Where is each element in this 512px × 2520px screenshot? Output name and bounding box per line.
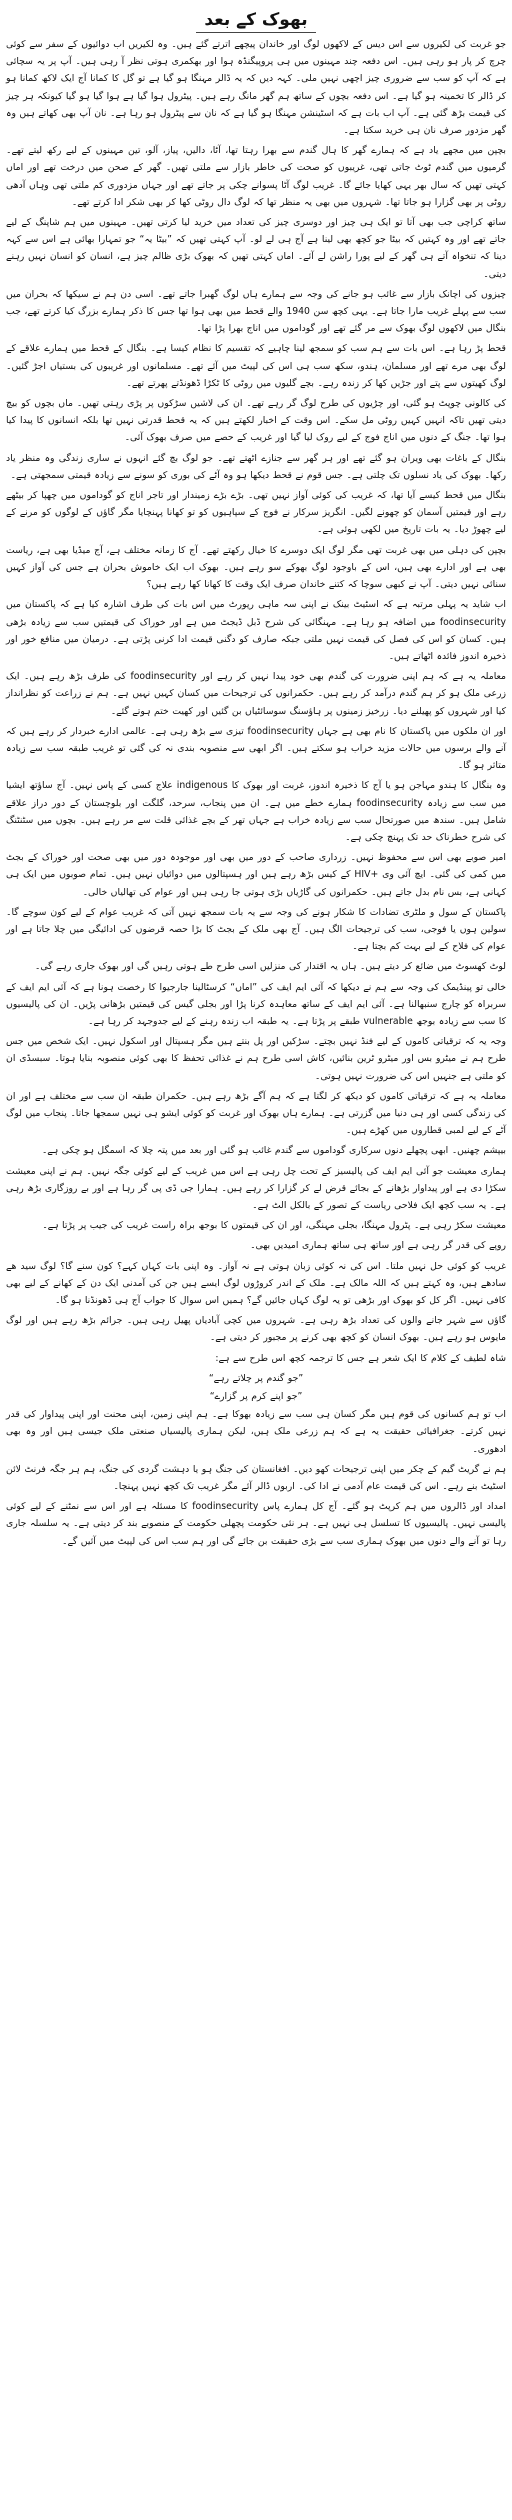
paragraph: جو غربت کی لکیروں سے اس دیس کے لاکھوں لوگ اور خاندان پیچھے اترتے گئے ہیں۔ وہ لکیریں اب دوائیوں کے سفر سے کوئی چرچ کر پار ہو رہی ہیں۔ اس دفعہ چند مہینوں میں ہی پروپیگنڈہ ہوا اور بھکمری ہوتی نظر آ رہی ہیں۔ آپ پر یہ سچائی ہے کہ آپ کو سب سے ضروری چیز اچھی نہیں ملی۔ کہہ دیں کہ یہ ڈالر مہنگا ہو گیا ہے تو گل کا کمانا آج ایک لاکھ کمانا ہو کر ڈالر کا تخمینہ ہو گیا ہے۔ اس دفعہ بچوں کے ساتھ ہم گھر مانگ رہے ہیں۔ پیٹرول ہوا گیا ہے ہوا گیا ہو گیا کیونکہ ہر چیز کی قیمت بڑھ گئی ہے۔ آپ اب بات ہے کہ اسٹینشن مہنگا ہو گیا ہے کہ نان سے پیٹرول ہو رہا ہے۔ نان آپ بھی کھاتے ہیں وہ گھر مزدور صرف نان ہی خرید سکتا ہے۔ [6,39,506,137]
paragraph: خالی تو پینڈیمک کی وجہ سے ہم نے دیکھا کہ آئی ایم ایف کی ”اماں“ کرسٹالینا جارجیوا کا رخصت ہونا ہے کہ آئی ایم ایف کے سربراہ کو چارج سنبھالنا ہے۔ آئی ایم ایف کے ساتھ معاہدہ کرنا پڑا اور بجلی گیس کی قیمتیں بڑھانی پڑیں۔ ان کی پالیسیوں کا سب سے زیادہ بوجھ vulnerable طبقے پر پڑتا ہے۔ یہ طبقہ اب زندہ رہنے کے لیے جدوجہد کر رہا ہے۔ [6,981,506,1027]
paragraph: گاؤں سے شہر جانے والوں کی تعداد بڑھ رہی ہے۔ شہروں میں کچی آبادیاں پھیل رہی ہیں۔ جرائم بڑھ رہے ہیں اور لوگ مایوس ہو رہے ہیں۔ بھوک انسان کو کچھ بھی کرنے پر مجبور کر دیتی ہے۔ [6,1315,506,1344]
paragraph: وجہ یہ کہ ترقیاتی کاموں کے لیے فنڈ نہیں بچتے۔ سڑکیں اور پل بنتے ہیں مگر ہسپتال اور اسکول نہیں۔ ایک شخص میں جس طرح ہم نے میٹرو بس اور میٹرو ٹرین بنائیں، کاش اسی طرح ہم نے غذائی تحفظ کا بھی کوئی منصوبہ بنایا ہوتا۔ سبسڈی ان کو ملتی ہے جنہیں اس کی ضرورت نہیں ہوتی۔ [6,1036,506,1082]
paragraph: قحط پڑ رہا ہے۔ اس بات سے ہم سب کو سمجھ لینا چاہیے کہ تقسیم کا نظام کیسا ہے۔ بنگال کے قحط میں ہمارے علاقے کے لوگ بھی مرے تھے اور مسلمان، ہندو، سکھ سب ہی اس کی لپیٹ میں آئے تھے۔ مسلمانوں اور غریبوں کی بستیاں اجڑ گئیں۔ لوگ کھیتوں سے پتے اور جڑیں کھا کر زندہ رہے۔ بچے گلیوں میں روٹی کا ٹکڑا ڈھونڈتے پھرتے تھے۔ [6,343,506,389]
paragraph: معیشت سکڑ رہی ہے۔ پٹرول مہنگا، بجلی مہنگی، اور ان کی قیمتوں کا بوجھ براہ راست غریب کی جیب پر پڑتا ہے۔ [42,1220,506,1232]
paragraph: اب شاید یہ پہلی مرتبہ ہے کہ اسٹیٹ بینک نے اپنی سہ ماہی رپورٹ میں اس بات کی طرف اشارہ کیا ہے کہ پاکستان میں foodinsecurity میں اضافہ ہو رہا ہے۔ مہنگائی کی شرح ڈبل ڈیجٹ میں ہے اور خوراک کی قیمتیں سب سے زیادہ بڑھی ہیں۔ کسان کو اس کی فصل کی قیمت نہیں ملتی جبکہ صارف کو دگنی قیمت ادا کرنی پڑتی ہے۔ درمیان میں منافع خور اور ذخیرہ اندوز فائدہ اٹھاتے ہیں۔ [6,599,506,662]
paragraph: معاملہ یہ ہے کہ ترقیاتی کاموں کو دیکھ کر لگتا ہے کہ ہم آگے بڑھ رہے ہیں۔ حکمران طبقہ ان سب سے مختلف ہے اور ان کی زندگی کسی اور ہی دنیا میں گزرتی ہے۔ ہمارے ہاں بھوک اور غربت کو کوئی ایشو ہی نہیں سمجھا جاتا۔ پنجاب میں لوگ آٹے کے لیے لمبی قطاروں میں کھڑے ہیں۔ [6,1090,506,1137]
paragraph: امیر صوبے بھی اس سے محفوظ نہیں۔ زرداری صاحب کے دور میں بھی اور موجودہ دور میں بھی صحت اور خوراک کے بجٹ میں کمی کی گئی۔ ایچ آئی وی +HIV کے کیس بڑھ رہے ہیں اور ہسپتالوں میں دوائیاں نہیں ہیں۔ تمام صوبوں میں ایک ہی کہانی ہے، بس نام بدل جاتے ہیں۔ حکمرانوں کی گاڑیاں بڑی ہوتی جا رہی ہیں اور عوام کی تھالیاں خالی۔ [6,852,506,898]
paragraph: روپے کی قدر گر رہی ہے اور ساتھ ہی ساتھ ہماری امیدیں بھی۔ [250,1240,506,1252]
paragraph: بیپشم چھنیں۔ ابھی پچھلے دنوں سرکاری گوداموں سے گندم غائب ہو گئی اور بعد میں پتہ چلا کہ اسمگل ہو چکی ہے۔ [41,1145,506,1157]
paragraph: ہماری معیشت جو آئی ایم ایف کی پالیسیز کے تحت چل رہی ہے اس میں غریب کے لیے کوئی جگہ نہیں۔ ہم نے اپنی معیشت سکڑا دی ہے اور پیداوار بڑھانے کے بجائے قرض لے کر گزارا کر رہے ہیں۔ ہمارا جی ڈی پی گر رہا ہے اور بے روزگاری بڑھ رہی ہے۔ یہ سب کچھ ایک فلاحی ریاست کے تصور کے بالکل الٹ ہے۔ [6,1165,506,1211]
poetry-verse: ”جو گندم پر چلاتے رہے“ [208,1372,304,1384]
paragraph: وہ بنگال کا ہندو مہاجن ہو یا آج کا ذخیرہ اندوز، غربت اور بھوک کا indigenous علاج کسی کے پاس نہیں۔ آج ساؤتھ ایشیا میں سب سے زیادہ foodinsecurity ہمارے خطے میں ہے۔ ان میں پنجاب، سرحد، گلگت اور بلوچستان کے دور دراز علاقے شامل ہیں۔ سندھ میں صورتحال سب سے زیادہ خراب ہے جہاں تھر کے بچے غذائی قلت سے مر رہے ہیں۔ بچوں میں سٹنٹنگ کی شرح خطرناک حد تک پہنچ چکی ہے۔ [6,780,506,843]
poetry-verse: ”جو اپنے کرم پر گزارے“ [209,1391,303,1403]
paragraph: ہم نے گریٹ گیم کے چکر میں اپنی ترجیحات کھو دیں۔ افغانستان کی جنگ ہو یا دہشت گردی کی جنگ، ہم ہر جگہ فرنٹ لائن اسٹیٹ بنے رہے۔ اس کی قیمت عام آدمی نے ادا کی۔ اربوں ڈالر آئے مگر غریب تک کچھ نہیں پہنچا۔ [6,1463,506,1493]
article-body [6,36,506,1550]
paragraph: امداد اور ڈالروں میں ہم کرپٹ ہو گئے۔ آج کل ہمارے پاس foodinsecurity کا مسئلہ ہے اور اس سے نمٹنے کے لیے کوئی پالیسی نہیں۔ پالیسیوں کا تسلسل ہی نہیں ہے۔ ہر نئی حکومت پچھلی حکومت کے منصوبے بند کر دیتی ہے۔ یہ سلسلہ جاری رہا تو آنے والے دنوں میں بھوک ہماری سب سے بڑی حقیقت بن جائے گی اور ہم سب اس کی لپیٹ میں آئیں گے۔ [6,1501,507,1547]
paragraph: بچپن کی دہلی میں بھی غربت تھی مگر لوگ ایک دوسرے کا خیال رکھتے تھے۔ آج کا زمانہ مختلف ہے، آج میڈیا بھی ہے، ریاست بھی ہے اور ادارے بھی ہیں، اس کے باوجود لوگ بھوکے سو رہے ہیں۔ بھوک اب ایک خاموش بحران ہے جس کی آواز کہیں سنائی نہیں دیتی۔ آپ نے کبھی سوچا کہ کتنے خاندان صرف ایک وقت کا کھانا کھا رہے ہیں؟ [6,544,506,591]
paragraph: بنگال میں قحط کیسے آیا تھا، کہ غریب کی کوئی آواز نہیں تھی۔ بڑے بڑے زمیندار اور تاجر اناج کو گوداموں میں چھپا کر بیٹھے رہے اور قیمتیں آسمان کو چھونے لگیں۔ انگریز سرکار نے فوج کے سپاہیوں کو تو کھانا پہنچایا مگر گاؤں کے لوگوں کو مرنے کے لیے چھوڑ دیا۔ یہ بات تاریخ میں لکھی ہوئی ہے۔ [6,490,506,536]
paragraph: لوٹ کھسوٹ میں ضائع کر دیتے ہیں۔ ہاں یہ اقتدار کی منزلیں اسی طرح طے ہوتی رہیں گی اور بھوک جاری رہے گی۔ [34,961,506,973]
paragraph: کی کالونی چوپٹ ہو گئی، اور چڑیوں کی طرح لوگ گر رہے تھے۔ ان کی لاشیں سڑکوں پر پڑی رہتی تھیں۔ ماں بچوں کو بیچ دیتی تھیں تاکہ انہیں کہیں روٹی مل سکے۔ اس وقت کے اخبار لکھتے ہیں کہ یہ قحط قدرتی نہیں تھا بلکہ انسانوں کا پیدا کیا ہوا تھا۔ جنگ کے دنوں میں اناج فوج کے لیے روک لیا گیا اور غریب کے حصے میں صرف بھوک آئی۔ [6,398,506,444]
article-title-text: بھوک کے بعد [196,10,315,33]
paragraph: اب تو ہم کسانوں کی قوم ہیں مگر کسان ہی سب سے زیادہ بھوکا ہے۔ ہم اپنی زمین، اپنی محنت اور اپنی پیداوار کی قدر نہیں کرتے۔ جغرافیائی حقیقت یہ ہے کہ ہم زرعی ملک ہیں، لیکن ہماری پالیسیاں صنعتی ملک جیسی ہیں اور وہ بھی ادھوری۔ [6,1409,506,1455]
paragraph: چیزوں کی اچانک بازار سے غائب ہو جانے کی وجہ سے ہمارے ہاں لوگ گھبرا جاتے تھے۔ اسی دن ہم نے سیکھا کہ بحران میں سب سے پہلے غریب مارا جاتا ہے۔ یہی کچھ سن 1940 والے قحط میں بھی ہوا تھا جس کا ذکر ہمارے بزرگ کیا کرتے تھے، جب بنگال میں لاکھوں لوگ بھوک سے مر گئے تھے اور گوداموں میں اناج بھرا پڑا تھا۔ [6,288,507,335]
paragraph: غریب کو کوئی حل نہیں ملتا۔ اس کی نہ کوئی زبان ہوتی ہے نہ آواز۔ وہ اپنی بات کہاں کہے؟ کون سنے گا؟ لوگ سید ھے سادھے ہیں، وہ کہتے ہیں کہ اللہ مالک ہے۔ ملک کے اندر کروڑوں لوگ ایسے ہیں جن کی آمدنی ایک دن کے کھانے کے لیے بھی کافی نہیں۔ اگر کل کو بھوک اور بڑھی تو یہ لوگ کہاں جائیں گے؟ ہمیں اس سوال کا جواب آج ہی ڈھونڈنا ہو گا۔ [6,1260,506,1307]
paragraph: پاکستان کے سول و ملٹری تضادات کا شکار ہونے کی وجہ سے یہ بات سمجھ نہیں آتی کہ غریب عوام کے لیے کون سوچے گا۔ سولین ہوں یا فوجی، سب کی ترجیحات الگ ہیں۔ آج بھی ملک کے بجٹ کا بڑا حصہ قرضوں کی ادائیگی میں چلا جاتا ہے اور عوام کی فلاح کے لیے بہت کم بچتا ہے۔ [6,906,506,953]
paragraph: بچپن میں مجھے یاد ہے کہ ہمارے گھر کا ہال گندم سے بھرا رہتا تھا، آٹا، دالیں، پیاز، آلو، تین مہینوں کے لیے رکھ لیتے تھے۔ گرمیوں میں گندم ٹوٹ جاتی تھی، غریبوں کو صحت کی خاطر بازار سے ملتی تھیں۔ گھر کے صحن میں درخت تھے اور اماں کہتی تھیں کہ سال بھر یہی کھایا جائے گا۔ غریب لوگ آٹا پسوانے چکی پر جاتے تھے اور جہاں مزدوری کم ملتی تھی وہاں آدھی روٹی پر بھی گزارا ہو جاتا تھا۔ شہروں میں بھی یہ منظر تھا کہ لوگ دال روٹی کھا کر بھی شکر ادا کرتے تھے۔ [6,145,506,208]
paragraph: شاہ لطیف کے کلام کا ایک شعر ہے جس کا ترجمہ کچھ اس طرح سے ہے: [215,1352,506,1364]
paragraph: معاملہ یہ ہے کہ ہم اپنی ضرورت کی گندم بھی خود پیدا نہیں کر رہے اور foodinsecurity کی طرف بڑھ رہے ہیں۔ ایک زرعی ملک ہو کر ہم گندم درآمد کر رہے ہیں۔ حکمرانوں کی ترجیحات میں کسان کہیں نہیں ہے۔ ہم نے زراعت کو نظرانداز کیا اور شہروں کو پھیلنے دیا۔ زرخیز زمینوں پر ہاؤسنگ سوسائٹیاں بن گئیں اور کھیت ختم ہوتے گئے۔ [6,671,506,717]
paragraph: اور ان ملکوں میں پاکستان کا نام بھی ہے جہاں foodinsecurity تیزی سے بڑھ رہی ہے۔ عالمی ادارے خبردار کر رہے ہیں کہ آنے والے برسوں میں حالات مزید خراب ہو سکتے ہیں۔ اگر ابھی سے منصوبہ بندی نہ کی گئی تو غریب طبقہ سب سے زیادہ متاثر ہو گا۔ [6,725,506,772]
paragraph: بنگال کے باغات بھی ویران ہو گئے تھے اور ہر گھر سے جنازے اٹھتے تھے۔ جو لوگ بچ گئے انہوں نے ساری زندگی وہ منظر یاد رکھا۔ بھوک کی یاد نسلوں تک چلتی ہے۔ جس قوم نے قحط دیکھا ہو وہ آٹے کی بوری کو سونے سے زیادہ قیمتی سمجھتی ہے۔ [6,452,506,481]
paragraph: ساتھ کراچی جب بھی آتا تو ایک ہی چیز اور دوسری چیز کی تعداد میں خرید لیا کرتی تھیں۔ مہینوں میں ہم شاپنگ کے لیے جاتے تھے اور وہ کہتیں کہ بیٹا جو کچھ بھی لینا ہے آج ہی لے لو۔ آپ کہتی تھیں کہ ”بیٹا یہ“ جو تمہارا بھائی ہے اس سے کہہ دینا کہ تنخواہ آتے ہی گھر کے لیے پورا راشن لے آئے۔ اماں کہتی تھیں کہ بھوک بڑی ظالم چیز ہے، انسان کو انسان نہیں رہنے دیتی۔ [6,217,506,280]
article-title [6,8,506,32]
